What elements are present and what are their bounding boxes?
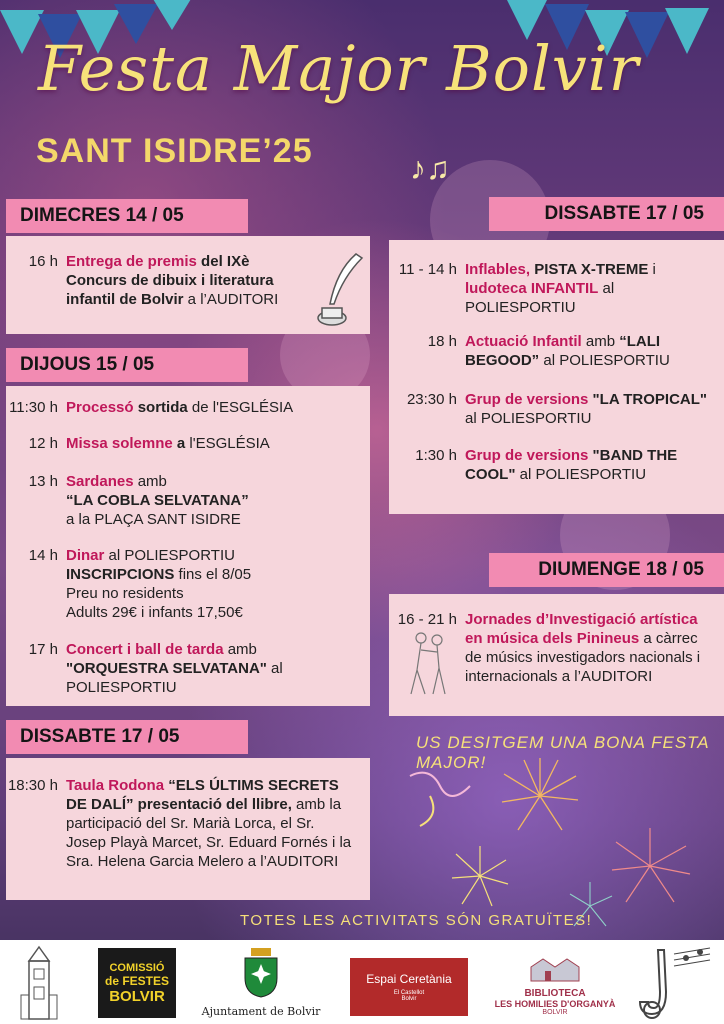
biblio-line: BOLVIR: [542, 1008, 568, 1016]
event-desc: a càrrec de músics investigadors nacionals i internacionals a l’AUDITORI: [465, 630, 701, 685]
event-item: [6, 252, 306, 309]
comissio-festes-logo: [98, 948, 176, 1018]
event-time: 16 h: [28, 253, 58, 270]
event-time: 18 h: [427, 333, 457, 350]
event-item: [389, 260, 715, 317]
day-box-thursday: [6, 386, 370, 706]
event-text: [465, 390, 721, 428]
event-desc: al: [598, 280, 615, 297]
event-text: [66, 434, 270, 453]
day-box-saturday-left: [6, 758, 370, 900]
event-time: 12 h: [28, 435, 58, 452]
comissio-line: BOLVIR: [109, 987, 165, 1005]
flag-icon: [150, 0, 194, 30]
event-text: [465, 260, 715, 317]
event-place: POLIESPORTIU: [66, 679, 177, 696]
event-desc: al: [266, 660, 283, 677]
event-item: [389, 446, 715, 484]
event-time: 1:30 h: [415, 447, 457, 464]
day-heading-thursday: DIJOUS 15 / 05: [6, 348, 248, 382]
event-desc: a: [172, 435, 186, 452]
coat-of-arms-icon: [243, 948, 279, 1003]
event-time: 14 h: [28, 547, 58, 564]
event-item: [6, 472, 346, 529]
event-title: Concert i ball de tarda: [66, 641, 224, 658]
event-place: al POLIESPORTIU: [515, 466, 647, 483]
ajuntament-logo: [196, 944, 326, 1022]
event-desc: sortida: [133, 399, 188, 416]
wish-text: US DESITGEM UNA BONA FESTA MAJOR!: [416, 733, 709, 772]
event-performer: "BAND THE COOL": [465, 447, 678, 483]
event-text: [66, 546, 346, 622]
event-text: [465, 610, 705, 686]
comissio-line: de FESTES: [104, 973, 169, 988]
event-title: Jornades d’Investigació artística en música dels Pinineus: [465, 611, 698, 647]
event-performer: "ORQUESTRA SELVATANA": [66, 660, 267, 677]
event-deadline: fins el 8/05: [174, 566, 252, 583]
page-subtitle: SANT ISIDRE’25: [36, 132, 313, 170]
event-title: ludoteca INFANTIL: [465, 280, 599, 297]
event-title: Grup de versions: [465, 447, 589, 464]
event-price-label: Preu no residents: [66, 585, 184, 602]
event-desc: “ELS ÚLTIMS SECRETS DE DALÍ” presentació del llibre,: [66, 777, 339, 813]
event-item: [389, 390, 721, 428]
library-building-icon: [525, 955, 585, 988]
event-place: al POLIESPORTIU: [465, 410, 592, 427]
event-title: Entrega de premis: [66, 253, 197, 270]
day-heading-saturday-left: DISSABTE 17 / 05: [6, 720, 248, 754]
dancers-icon: [403, 630, 453, 705]
event-text: [66, 398, 293, 417]
event-place: de l'ESGLÉSIA: [187, 399, 294, 416]
event-item: [6, 546, 346, 622]
day-box-sunday: [389, 594, 724, 716]
saxophone-notes-icon: [630, 944, 714, 1022]
event-time: 17 h: [28, 641, 58, 658]
day-heading-sunday: DIUMENGE 18 / 05: [489, 553, 724, 587]
event-place: POLIESPORTIU: [465, 299, 576, 316]
espai-sub: El Castellot: [393, 990, 425, 996]
event-time: 11:30 h: [9, 399, 58, 416]
free-activities-text: TOTES LES ACTIVITATS SÓN GRATUÏTES!: [240, 912, 593, 929]
event-item: [6, 434, 270, 453]
event-performer: “LA COBLA SELVATANA”: [66, 492, 249, 509]
footer-logos: [0, 940, 724, 1024]
day-heading-saturday-right: DISSABTE 17 / 05: [489, 197, 724, 231]
event-desc: PISTA X-TREME: [530, 261, 649, 278]
event-place: al POLIESPORTIU: [104, 547, 235, 564]
event-details: amb la participació del Sr. Marià Lorca, el Sr. Josep Playà Marcet, Sr. Eduard Fornés i la Sra. Helena Garcia Melero a l’AUDITORI: [66, 796, 352, 870]
event-desc: amb: [223, 641, 257, 658]
event-registration: INSCRIPCIONS: [66, 566, 175, 583]
event-text: [66, 776, 358, 871]
day-box-wednesday: [6, 236, 370, 334]
event-title: Processó: [66, 399, 134, 416]
biblio-line: BIBLIOTECA: [524, 987, 586, 999]
day-heading-wednesday: DIMECRES 14 / 05: [6, 199, 248, 233]
event-place: l'ESGLÉSIA: [185, 435, 270, 452]
espai-title: Espai Ceretània: [366, 972, 452, 986]
event-time: 18:30 h: [7, 777, 58, 794]
quill-inkwell-icon: [312, 252, 366, 333]
music-notes-icon: ♪♫: [410, 150, 450, 186]
day-box-saturday-right: [389, 240, 724, 514]
event-place: a l’AUDITORI: [183, 291, 279, 308]
event-text: [66, 472, 346, 529]
event-item: [6, 640, 346, 697]
event-desc: i: [648, 261, 656, 278]
event-time: 23:30 h: [406, 391, 457, 408]
biblio-line: LES HOMILIES D'ORGANYÀ: [494, 998, 616, 1009]
event-price: Adults 29€ i infants 17,50€: [66, 604, 243, 621]
event-time: 13 h: [28, 473, 58, 490]
event-performer: "LA TROPICAL": [588, 391, 708, 408]
event-text: [66, 640, 346, 697]
biblioteca-logo: [490, 948, 620, 1022]
event-title: Taula Rodona: [66, 777, 165, 794]
event-title: Missa solemne: [66, 435, 173, 452]
event-text: [465, 446, 715, 484]
event-title: Inflables,: [465, 261, 531, 278]
ajuntament-label: Ajuntament de Bolvir: [201, 1005, 321, 1018]
event-place: al POLIESPORTIU: [539, 352, 670, 369]
event-desc: del IXè Concurs de dibuix i literatura infantil de Bolvir: [66, 253, 274, 308]
event-desc: amb: [133, 473, 167, 490]
event-title: Dinar: [66, 547, 105, 564]
event-title: Grup de versions: [465, 391, 589, 408]
event-item: [6, 776, 358, 871]
event-title: Actuació Infantil: [465, 333, 582, 350]
event-time: 16 - 21 h: [397, 611, 457, 628]
event-place: a la PLAÇA SANT ISIDRE: [66, 511, 241, 528]
event-time: 11 - 14 h: [398, 261, 457, 278]
church-tower-icon: [12, 944, 66, 1022]
event-item: [6, 398, 293, 417]
event-title: Sardanes: [66, 473, 134, 490]
event-text: [465, 332, 715, 370]
comissio-line: COMISSIÓ: [109, 961, 165, 974]
event-item: [389, 332, 715, 370]
event-text: [66, 252, 306, 309]
espai-ceretania-logo: [350, 958, 468, 1016]
event-desc: amb: [581, 333, 616, 350]
page-title: Festa Major Bolvir: [38, 32, 640, 105]
espai-sub: Bolvir: [401, 996, 417, 1002]
event-performer: “LALI BEGOOD”: [465, 333, 661, 369]
